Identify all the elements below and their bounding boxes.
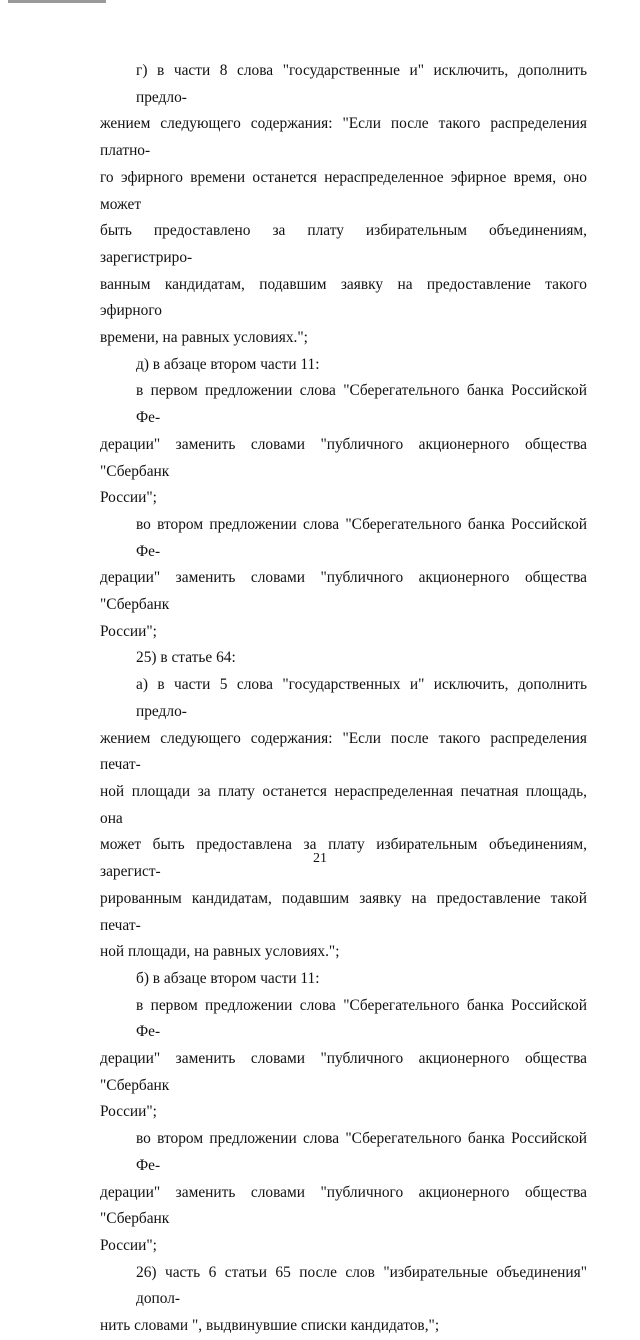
paragraph: [100, 993, 587, 1127]
text-line: 25) в статье 64:: [136, 649, 236, 667]
text-line: времени, на равных условиях.";: [100, 329, 308, 347]
text-line: дерации" заменить словами "публичного акционерного общества "Сбербанк: [100, 1050, 587, 1094]
text-line: нить словами ", выдвинувшие списки кандидатов,";: [100, 1317, 440, 1335]
text-line: во втором предложении слова "Сберегательного банка Российской Фе-: [136, 515, 587, 560]
text-line: России";: [100, 1103, 157, 1121]
paragraph: [100, 966, 587, 993]
text-line: г) в части 8 слова "государственные и" исключить, дополнить предло-: [136, 62, 587, 106]
text-line: б) в абзаце втором части 11:: [136, 969, 320, 987]
paragraph: [100, 352, 587, 379]
text-line: ной площади за плату останется нераспределенная печатная площадь, она: [100, 782, 587, 827]
text-line: рированным кандидатам, подавшим заявку на предоставление такой печат-: [100, 889, 587, 934]
text-line: может быть предоставлена за плату избирательным объединениям, зарегист-: [100, 836, 587, 881]
scan-corner-mark: [8, 0, 106, 3]
paragraph: [100, 512, 587, 646]
text-line: дерации" заменить словами "публичного акционерного общества "Сбербанк: [100, 435, 587, 480]
paragraph: [100, 672, 587, 966]
text-line: ной площади, на равных условиях.";: [100, 943, 340, 961]
paragraph: [100, 378, 587, 512]
text-line: жением следующего содержания: "Если после такого распределения платно-: [100, 115, 587, 160]
text-line: дерации" заменить словами "публичного акционерного общества "Сбербанк: [100, 1183, 587, 1228]
text-line: России";: [100, 622, 157, 640]
text-line: России";: [100, 489, 157, 507]
paragraph: [100, 1260, 587, 1340]
text-line: го эфирного времени останется нераспределенное эфирное время, оно может: [100, 168, 587, 213]
paragraph: [100, 1126, 587, 1260]
page-number: 21: [313, 851, 327, 866]
text-line: во втором предложении слова "Сберегательного банка Российской Фе-: [136, 1130, 587, 1174]
text-line: в первом предложении слова "Сберегательного банка Российской Фе-: [136, 382, 587, 427]
text-line: дерации" заменить словами "публичного акционерного общества "Сбербанк: [100, 569, 587, 614]
paragraph: [100, 645, 587, 672]
text-line: д) в абзаце втором части 11:: [136, 355, 320, 373]
text-line: России";: [100, 1236, 157, 1254]
document-body: [100, 58, 587, 1340]
paragraph: [100, 58, 587, 352]
text-line: быть предоставлено за плату избирательным объединениям, зарегистриро-: [100, 222, 587, 266]
text-line: 26) часть 6 статьи 65 после слов "избирательные объединения" допол-: [136, 1263, 587, 1308]
text-line: ванным кандидатам, подавшим заявку на предоставление такого эфирного: [100, 275, 587, 320]
text-line: а) в части 5 слова "государственных и" исключить, дополнить предло-: [136, 676, 587, 720]
text-line: жением следующего содержания: "Если после такого распределения печат-: [100, 729, 587, 774]
text-line: в первом предложении слова "Сберегательного банка Российской Фе-: [136, 996, 587, 1041]
